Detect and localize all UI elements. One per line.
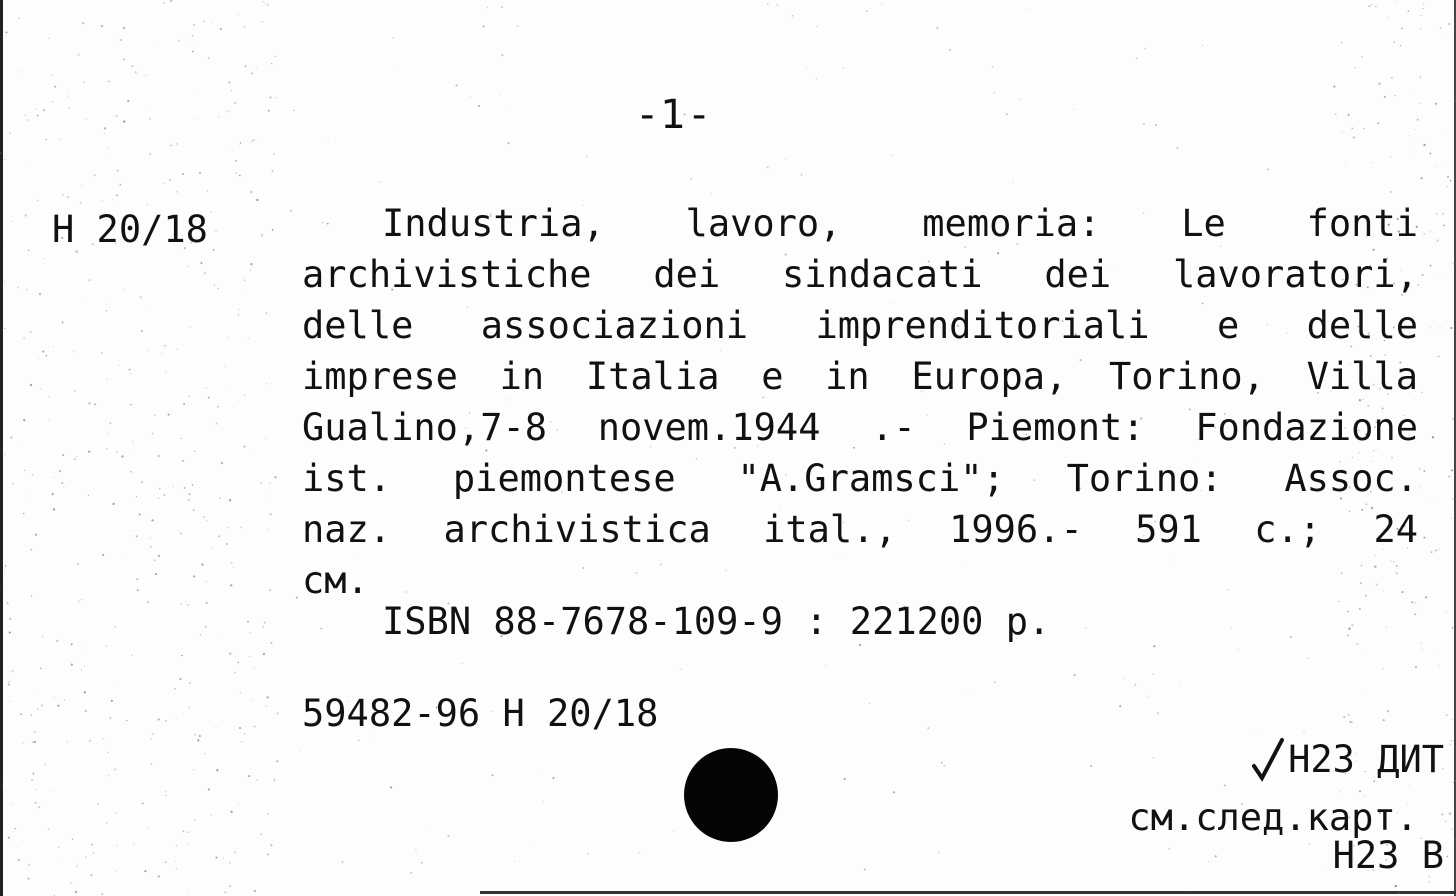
shelfmark: H 20/18 — [52, 208, 208, 251]
checkmark-icon — [1248, 736, 1288, 784]
entry-line: delle associazioni imprenditoriali e delle — [302, 304, 1418, 347]
see-next-card-note: см.след.карт. — [1128, 796, 1418, 839]
tracing-block — [1114, 688, 1444, 880]
entry-line: naz. archivistica ital., 1996.- 591 c.; 24 — [302, 508, 1418, 551]
bibliographic-entry — [302, 198, 1418, 606]
accession-number: 59482-96 H 20/18 — [302, 692, 659, 735]
entry-line: Industria, lavoro, memoria: Le fonti — [382, 202, 1418, 245]
card-page-number: -1- — [640, 92, 713, 138]
entry-line: ist. piemontese "A.Gramsci"; Torino: Assoc. — [302, 457, 1418, 500]
isbn-price-line: ISBN 88-7678-109-9 : 221200 р. — [382, 600, 1051, 643]
tracing-code-1: H23 ДИТ — [1288, 738, 1444, 781]
entry-line: imprese in Italia e in Europa, Torino, Villa — [302, 355, 1418, 398]
entry-line: см. — [302, 559, 369, 602]
entry-line: archivistiche dei sindacati dei lavoratori, — [302, 253, 1418, 296]
tracing-code-2: H23 B — [1332, 834, 1444, 877]
punch-hole — [684, 748, 778, 842]
entry-line: Gualino,7-8 novem.1944 .- Piemont: Fondazione — [302, 406, 1418, 449]
